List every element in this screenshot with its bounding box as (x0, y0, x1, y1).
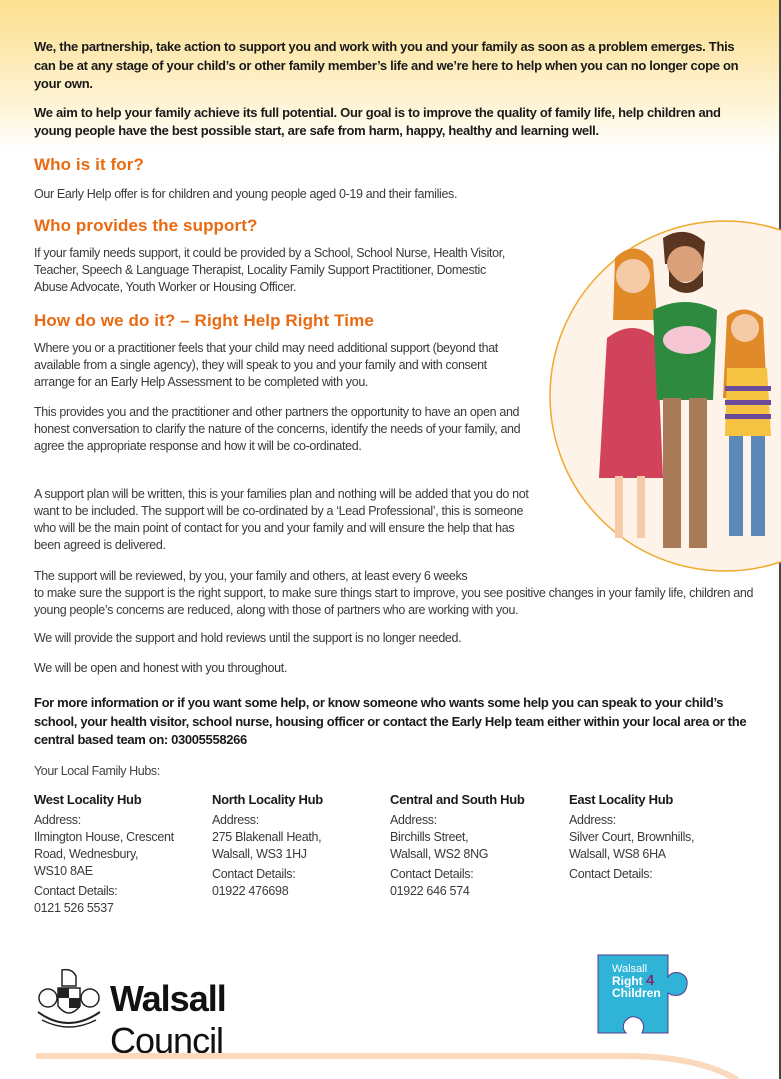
hub-west (34, 792, 209, 917)
hub-central-south (390, 792, 565, 900)
council-word: Council (110, 1020, 224, 1061)
family-illustration (545, 218, 781, 574)
hub-address-label: Address: (390, 813, 437, 827)
hub-phone[interactable]: 0121 526 5537 (34, 901, 114, 915)
hub-address-line: Silver Court, Brownhills, (569, 830, 695, 844)
hub-phone[interactable]: 01922 476698 (212, 884, 289, 898)
hub-name: North Locality Hub (212, 792, 323, 807)
hub-address-label: Address: (34, 813, 81, 827)
heading-who-is-it-for: Who is it for? (34, 155, 144, 174)
right4children-logo (596, 953, 696, 1035)
walsall-council-wordmark (110, 978, 334, 1062)
hub-address-line: Ilmington House, Crescent (34, 830, 174, 844)
r4c-four: 4 (646, 972, 655, 989)
hub-contact-label: Contact Details: (569, 867, 653, 881)
walsall-council-logo (34, 968, 334, 1061)
hub-address-line: Walsall, WS2 8NG (390, 847, 489, 861)
hub-address-line: WS10 8AE (34, 864, 93, 878)
hub-address-line: Birchills Street, (390, 830, 469, 844)
how-paragraph-6: We will be open and honest with you throughout. (34, 661, 287, 675)
hub-contact-label: Contact Details: (212, 867, 296, 881)
how-paragraph-2: This provides you and the practitioner and other partners the opportunity to have an open and honest conversation to clarify the nature of the concerns, identify the needs of your family, and agree the appropriate response and how it will be co-ordinated. (34, 405, 521, 453)
hub-contact-label: Contact Details: (390, 867, 474, 881)
hub-contact-label: Contact Details: (34, 884, 118, 898)
hub-address-line: 275 Blakenall Heath, (212, 830, 322, 844)
who-provides-text: If your family needs support, it could be provided by a School, School Nurse, Health Visitor, Teacher, Speech & Language Therapist, Locality Family Support Practitioner, Domestic Abuse Advocate, Youth Worker or Housing Officer. (34, 246, 505, 294)
hubs-label: Your Local Family Hubs: (34, 764, 160, 778)
how-paragraph-5: We will provide the support and hold reviews until the support is no longer needed. (34, 631, 462, 645)
r4c-right: Right (612, 974, 643, 988)
coat-of-arms-icon (34, 968, 104, 1030)
hub-phone[interactable]: 01922 646 574 (390, 884, 470, 898)
contact-text: For more information or if you want some help, or know someone who wants some help you can speak to your child’s school, your health visitor, school nurse, housing officer or contact the Early Help team either within your local area or the central based team on: 03005558266 (34, 695, 747, 747)
how-paragraph-3: A support plan will be written, this is your families plan and nothing will be added that you do not want to be included. The support will be co-ordinated by a ‘Lead Professional’, this is someone who will be the main point of contact for you and your family and will ensure the help that has been agreed is delivered. (34, 487, 529, 552)
walsall-word: Walsall (110, 978, 226, 1019)
hub-north (212, 792, 387, 900)
how-paragraph-4b: to make sure the support is the right support, to make sure things start to improve, you see positive changes in your family life, children and young people’s concerns are reduced, along with those of partners who are working with you. (34, 586, 754, 617)
heading-how-do-we-do-it: How do we do it? – Right Help Right Time (34, 311, 374, 330)
hub-name: West Locality Hub (34, 792, 142, 807)
hub-address-line: Road, Wednesbury, (34, 847, 139, 861)
how-paragraph-4a: The support will be reviewed, by you, your family and others, at least every 6 weeks (34, 569, 468, 583)
who-is-it-for-text: Our Early Help offer is for children and young people aged 0-19 and their families. (34, 187, 458, 201)
hub-name: East Locality Hub (569, 792, 673, 807)
how-paragraph-1: Where you or a practitioner feels that your child may need additional support (beyond that available from a single agency), they will speak to you and your family and with consent arrange for an Early Help Assessment to be completed with you. (34, 341, 498, 389)
r4c-walsall: Walsall (612, 963, 648, 975)
r4c-children: Children (612, 986, 661, 1000)
hub-address-line: Walsall, WS3 1HJ (212, 847, 307, 861)
heading-who-provides: Who provides the support? (34, 216, 258, 235)
hub-east (569, 792, 744, 883)
hub-address-line: Walsall, WS8 6HA (569, 847, 666, 861)
family-illustration-icon (545, 218, 781, 574)
hub-address-label: Address: (569, 813, 616, 827)
footer-decorative-line (36, 1052, 776, 1079)
intro-paragraph-1: We, the partnership, take action to support you and work with you and your family as soon as a problem emerges. This can be at any stage of your child’s or other family member’s life and we’re here to help when you can no longer cope on your own. (34, 39, 739, 91)
hub-address-label: Address: (212, 813, 259, 827)
intro (34, 38, 754, 141)
r4c-wordmark (612, 963, 661, 999)
hub-name: Central and South Hub (390, 792, 525, 807)
intro-paragraph-2: We aim to help your family achieve its full potential. Our goal is to improve the quality of family life, help children and young people have the best possible start, are safe from harm, happy, healthy and learning well. (34, 104, 721, 138)
